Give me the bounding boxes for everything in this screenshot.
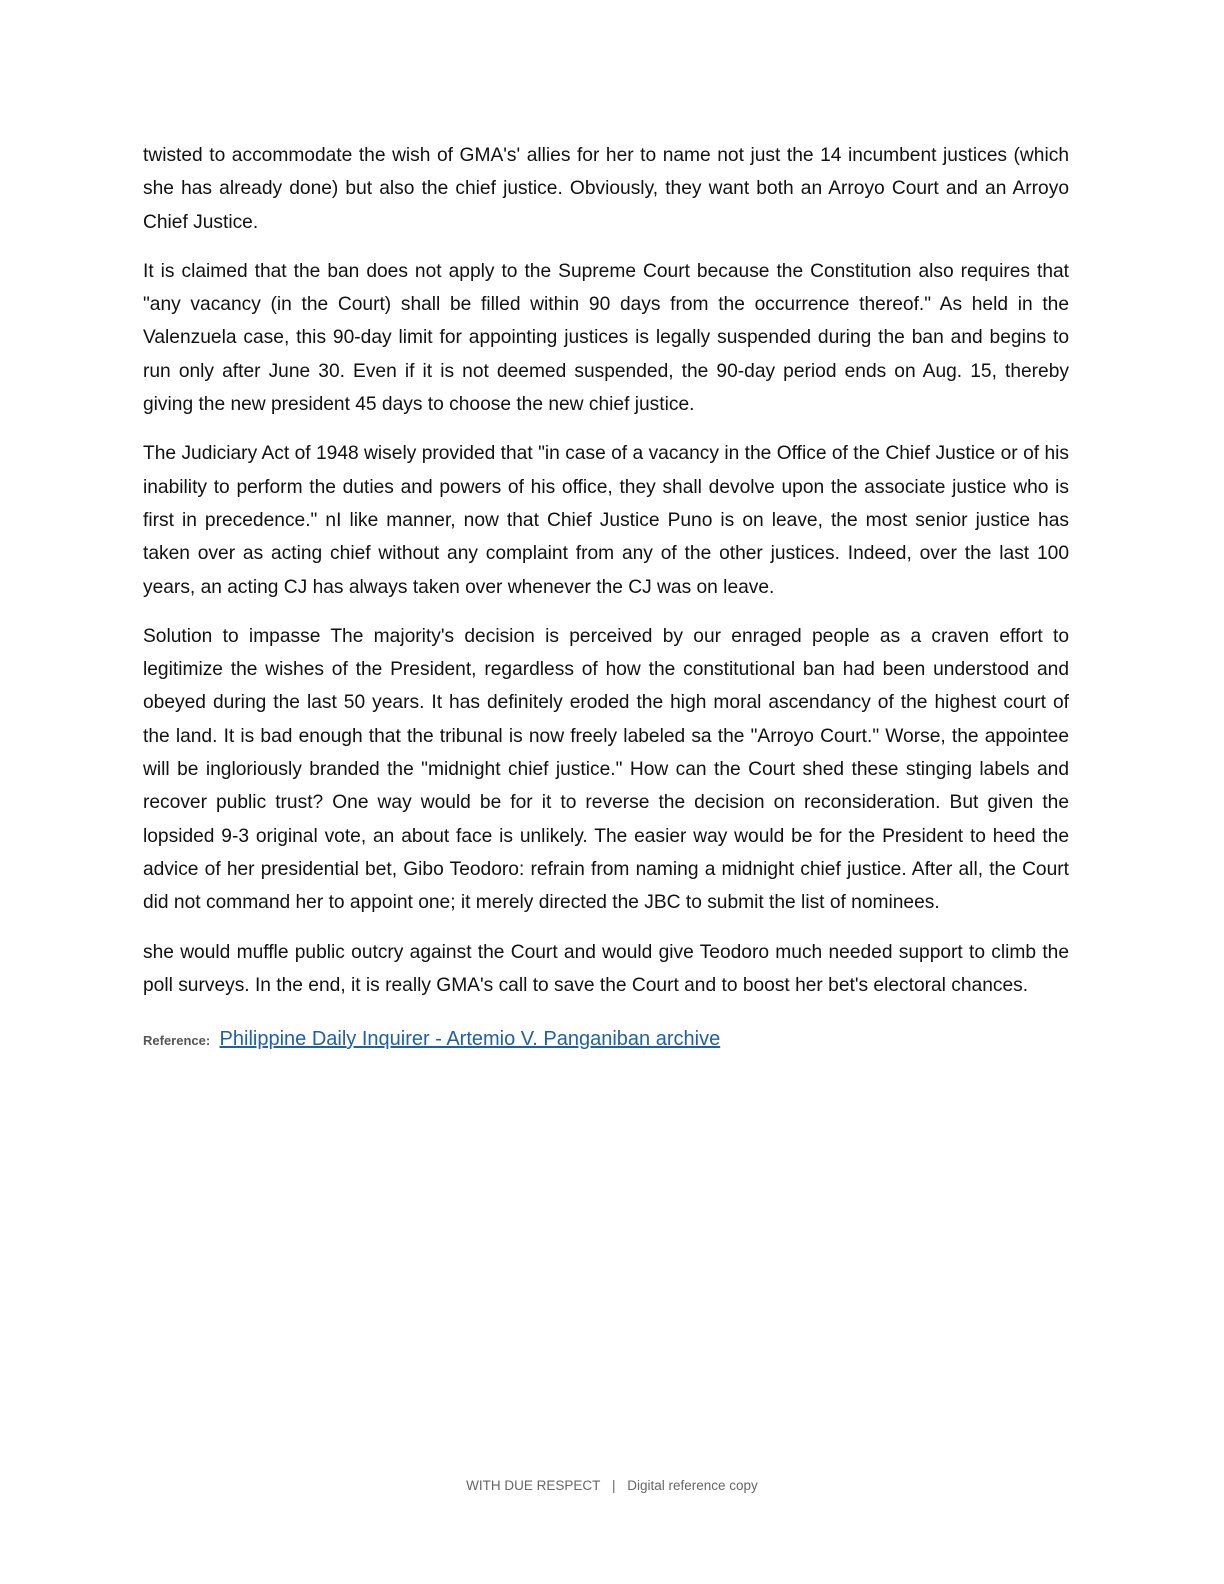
paragraph-4: Solution to impasse The majority's decision is perceived by our enraged people as a craven effort to legitimize the wishes of the President, regardless of how the constitutional ban had been understood and obeyed during the last 50 years. It has definitely eroded the high moral ascendancy of the highest court of the land. It is bad enough that the tribunal is now freely labeled sa the "Arroyo Court." Worse, the appointee will be ingloriously branded the "midnight chief justice." How can the Court shed these stinging labels and recover public trust? One way would be for it to reverse the decision on reconsideration. But given the lopsided 9-3 original vote, an about face is unlikely. The easier way would be for the President to heed the advice of her presidential bet, Gibo Teodoro: refrain from naming a midnight chief justice. After all, the Court did not command her to appoint one; it merely directed the JBC to submit the list of nominees. xyxy=(143,625,1069,914)
reference-link[interactable]: Philippine Daily Inquirer - Artemio V. Panganiban archive xyxy=(219,1028,721,1051)
page-body xyxy=(143,139,1069,1056)
reference-line xyxy=(143,1024,1069,1056)
paragraph-3: The Judiciary Act of 1948 wisely provided that "in case of a vacancy in the Office of the Chief Justice or of his inability to perform the duties and powers of his office, they shall devolve upon the associate justice who is first in precedence." nI like manner, now that Chief Justice Puno is on leave, the most senior justice has taken over as acting chief without any complaint from any of the other justices. Indeed, over the last 100 years, an acting CJ has always taken over whenever the CJ was on leave. xyxy=(143,443,1069,598)
paragraph-1: twisted to accommodate the wish of GMA's' allies for her to name not just the 14 incumbent justices (which she has already done) but also the chief justice. Obviously, they want both an Arroyo Court and an Arroyo Chief Justice. xyxy=(143,145,1069,233)
paragraph-5: she would muffle public outcry against the Court and would give Teodoro much needed support to climb the poll surveys. In the end, it is really GMA's call to save the Court and to boost her bet's electoral chances. xyxy=(143,941,1069,996)
reference-label: Reference: xyxy=(143,1033,211,1049)
paragraph-2: It is claimed that the ban does not apply to the Supreme Court because the Constitution also requires that "any vacancy (in the Court) shall be filled within 90 days from the occurrence thereof." As held in the Valenzuela case, this 90-day limit for appointing justices is legally suspended during the ban and begins to run only after June 30. Even if it is not deemed suspended, the 90-day period ends on Aug. 15, thereby giving the new president 45 days to choose the new chief justice. xyxy=(143,260,1069,416)
footer-note: Digital reference copy xyxy=(627,1478,758,1493)
footer-separator: | xyxy=(611,1478,616,1493)
page-footer xyxy=(0,1478,1224,1493)
footer-title: WITH DUE RESPECT xyxy=(466,1478,601,1493)
